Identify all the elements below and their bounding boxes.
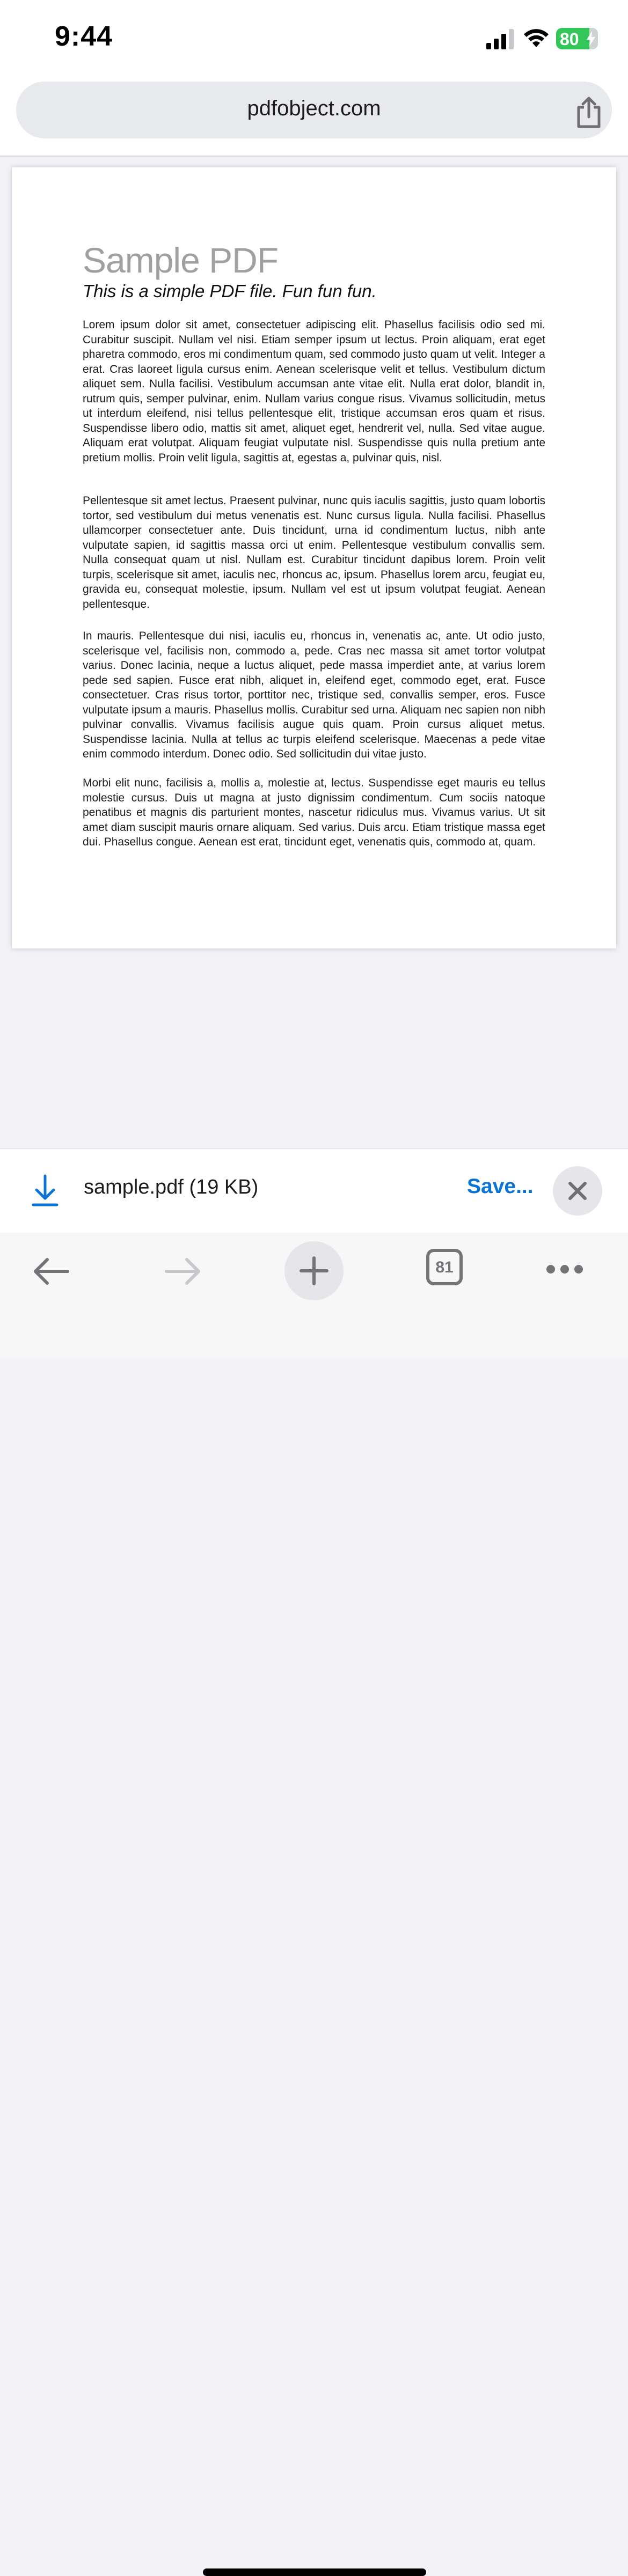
tab-count: 81 xyxy=(435,1258,454,1276)
wifi-icon xyxy=(523,28,549,49)
battery-icon xyxy=(556,28,598,49)
battery-level: 80 xyxy=(560,30,579,49)
more-icon[interactable] xyxy=(545,1263,584,1276)
charging-bolt-icon xyxy=(586,31,596,46)
save-button[interactable]: Save... xyxy=(467,1175,534,1198)
share-icon[interactable] xyxy=(574,97,603,129)
close-icon xyxy=(565,1178,590,1204)
pdf-paragraph: Pellentesque sit amet lectus. Praesent pulvinar, nunc quis iaculis sagittis, justo quam lobortis tortor, sed vestibulum dui metus venenatis est. Nunc cursus ligula. Nulla facilisi. Phasellus ullamcorper consectetuer ante. Duis tincidunt, urna id condimentum luctus, nibh ante vulputate sapien, id sagittis massa orci ut enim. Pellentesque vestibulum convallis sem. Nulla consequat quam ut nisl. Nullam est. Curabitur tincidunt dapibus lorem. Proin velit turpis, scelerisque sit amet, iaculis nec, rhoncus ac, ipsum. Phasellus lorem arcu, feugiat eu, gravida eu, consequat molestie, ipsum. Nullam vel est ut ipsum volutpat feugiat. Aenean pellentesque. xyxy=(83,495,545,610)
pdf-paragraph: In mauris. Pellentesque dui nisi, iaculis eu, rhoncus in, venenatis ac, ante. Ut odio justo, scelerisque vel, facilisis non, commodo a, pede. Cras nec massa sit amet tortor volutpat varius. Donec lacinia, neque a luctus aliquet, pede massa imperdiet ante, at varius lorem pede sed sapien. Fusce erat nibh, aliquet in, eleifend eget, commodo eget, erat. Fusce consectetuer. Cras risus tortor, porttitor nec, tristique sed, convallis semper, eros. Fusce vulputate ipsum a mauris. Phasellus mollis. Curabitur sed urna. Aliquam nec sapien non nibh pulvinar convallis. Vivamus facilisis augue quis quam. Proin cursus aliquet metus. Suspendisse lacinia. Nulla at tellus ac turpis eleifend scelerisque. Maecenas a pede vitae enim commodo interdum. Donec odio. Sed sollicitudin dui vitae justo. xyxy=(83,630,545,760)
download-bar xyxy=(0,1148,628,1234)
download-icon xyxy=(31,1174,59,1207)
signal-icon xyxy=(486,29,514,49)
pdf-paragraph: Lorem ipsum dolor sit amet, consectetuer adipiscing elit. Phasellus facilisis odio sed mi. Curabitur suscipit. Nullam vel nisi. Etiam semper ipsum ut lectus. Proin aliquam, erat eget pharetra commodo, eros mi condimentum quam, sed commodo justo quam ut velit. Integer a erat. Cras laoreet ligula cursus enim. Aenean scelerisque velit et tellus. Vestibulum dictum aliquet sem. Nulla facilisi. Vestibulum accumsan ante vitae elit. Nulla erat dolor, blandit in, rutrum quis, semper pulvinar, enim. Nullam varius congue risus. Vivamus sollicitudin, metus ut interdum eleifend, nisi tellus pellentesque elit, tristique accumsan eros quam et risus. Suspendisse libero odio, mattis sit amet, aliquet eget, hendrerit vel, nulla. Sed vitae augue. Aliquam erat volutpat. Aliquam feugiat vulputate nisl. Suspendisse quis nulla pretium ante pretium mollis. Proin velit ligula, sagittis at, egestas a, pulvinar quis, nisl. xyxy=(83,319,545,464)
forward-arrow-icon[interactable] xyxy=(163,1256,202,1286)
download-file-name: sample.pdf (19 KB) xyxy=(84,1176,259,1198)
pdf-paragraph: Morbi elit nunc, facilisis a, mollis a, molestie at, lectus. Suspendisse eget mauris eu tellus molestie cursus. Duis ut magna at justo dignissim condimentum. Cum sociis natoque penatibus et magnis dis parturient montes, nascetur ridiculus mus. Vivamus varius. Ut sit amet diam suscipit mauris ornare aliquam. Sed varius. Duis arcu. Etiam tristique massa eget dui. Phasellus congue. Aenean est erat, tincidunt eget, venenatis quis, commodo at, quam. xyxy=(83,777,545,848)
back-arrow-icon[interactable] xyxy=(32,1256,71,1286)
plus-icon xyxy=(299,1256,329,1286)
close-button[interactable] xyxy=(553,1166,602,1216)
pdf-title: Sample PDF xyxy=(83,240,279,280)
address-area xyxy=(0,75,628,157)
new-tab-button[interactable] xyxy=(284,1241,344,1300)
status-bar xyxy=(0,0,628,75)
address-bar[interactable] xyxy=(16,82,612,138)
status-time: 9:44 xyxy=(55,21,113,52)
bottom-toolbar xyxy=(0,1233,628,1358)
home-indicator xyxy=(203,2568,426,2576)
url-text[interactable]: pdfobject.com xyxy=(247,97,381,120)
pdf-page[interactable] xyxy=(12,167,616,948)
tabs-button[interactable] xyxy=(426,1249,463,1285)
pdf-subtitle: This is a simple PDF file. Fun fun fun. xyxy=(83,281,377,301)
